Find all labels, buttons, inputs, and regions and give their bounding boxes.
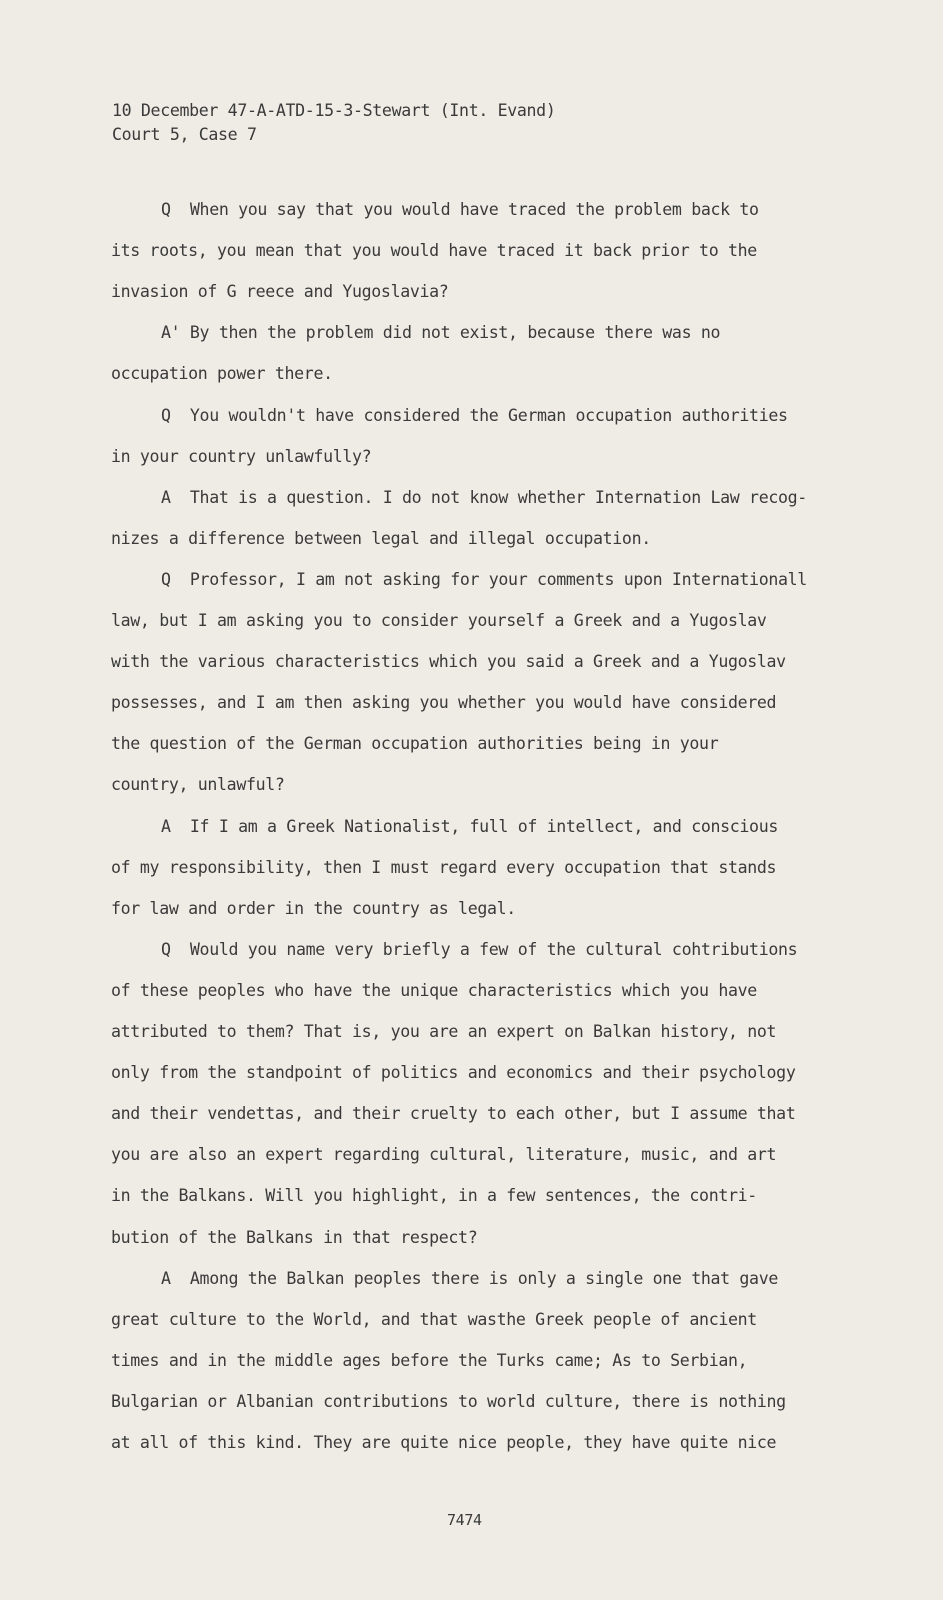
transcript-line: for law and order in the country as legal.: [111, 899, 516, 918]
transcript-line: great culture to the World, and that wasthe Greek people of ancient: [111, 1310, 757, 1329]
transcript-line: times and in the middle ages before the Turks came; As to Serbian,: [111, 1351, 748, 1370]
transcript-line: in your country unlawfully?: [111, 447, 372, 466]
transcript-line: A' By then the problem did not exist, because there was no: [161, 323, 721, 342]
transcript-line: of my responsibility, then I must regard every occupation that stands: [111, 858, 777, 877]
transcript-line: in the Balkans. Will you highlight, in a few sentences, the contri-: [111, 1186, 757, 1205]
transcript-line: of these peoples who have the unique characteristics which you have: [111, 981, 757, 1000]
transcript-line: only from the standpoint of politics and economics and their psychology: [111, 1063, 796, 1082]
transcript-line: at all of this kind. They are quite nice people, they have quite nice: [111, 1433, 777, 1452]
transcript-line: Q Would you name very briefly a few of the cultural cohtributions: [161, 940, 798, 959]
transcript-line: Bulgarian or Albanian contributions to world culture, there is nothing: [111, 1392, 786, 1411]
transcript-line: law, but I am asking you to consider yourself a Greek and a Yugoslav: [111, 611, 767, 630]
page-number: 7474: [447, 1511, 482, 1529]
transcript-line: invasion of G reece and Yugoslavia?: [111, 282, 449, 301]
transcript-line: its roots, you mean that you would have traced it back prior to the: [111, 241, 757, 260]
header-date-reference: 10 December 47-A-ATD-15-3-Stewart (Int. Evand): [112, 101, 556, 120]
header-court-case: Court 5, Case 7: [112, 125, 257, 144]
document-header: [112, 99, 555, 147]
transcript-line: possesses, and I am then asking you whether you would have considered: [111, 693, 777, 712]
transcript-line: Q When you say that you would have traced the problem back to: [161, 200, 759, 219]
transcript-line: bution of the Balkans in that respect?: [111, 1228, 478, 1247]
transcript-line: nizes a difference between legal and illegal occupation.: [111, 529, 651, 548]
transcript-line: Q You wouldn't have considered the German occupation authorities: [161, 406, 788, 425]
transcript-line: country, unlawful?: [111, 775, 285, 794]
transcript-line: attributed to them? That is, you are an expert on Balkan history, not: [111, 1022, 777, 1041]
transcript-line: A That is a question. I do not know whether Internation Law recog-: [161, 488, 807, 507]
transcript-line: Q Professor, I am not asking for your comments upon Internationall: [161, 570, 807, 589]
transcript-line: A If I am a Greek Nationalist, full of intellect, and conscious: [161, 817, 778, 836]
transcript-line: you are also an expert regarding cultural, literature, music, and art: [111, 1145, 777, 1164]
transcript-line: with the various characteristics which you said a Greek and a Yugoslav: [111, 652, 786, 671]
transcript-line: and their vendettas, and their cruelty to each other, but I assume that: [111, 1104, 796, 1123]
transcript-line: occupation power there.: [111, 364, 333, 383]
transcript-line: A Among the Balkan peoples there is only a single one that gave: [161, 1269, 778, 1288]
transcript-line: the question of the German occupation authorities being in your: [111, 734, 719, 753]
